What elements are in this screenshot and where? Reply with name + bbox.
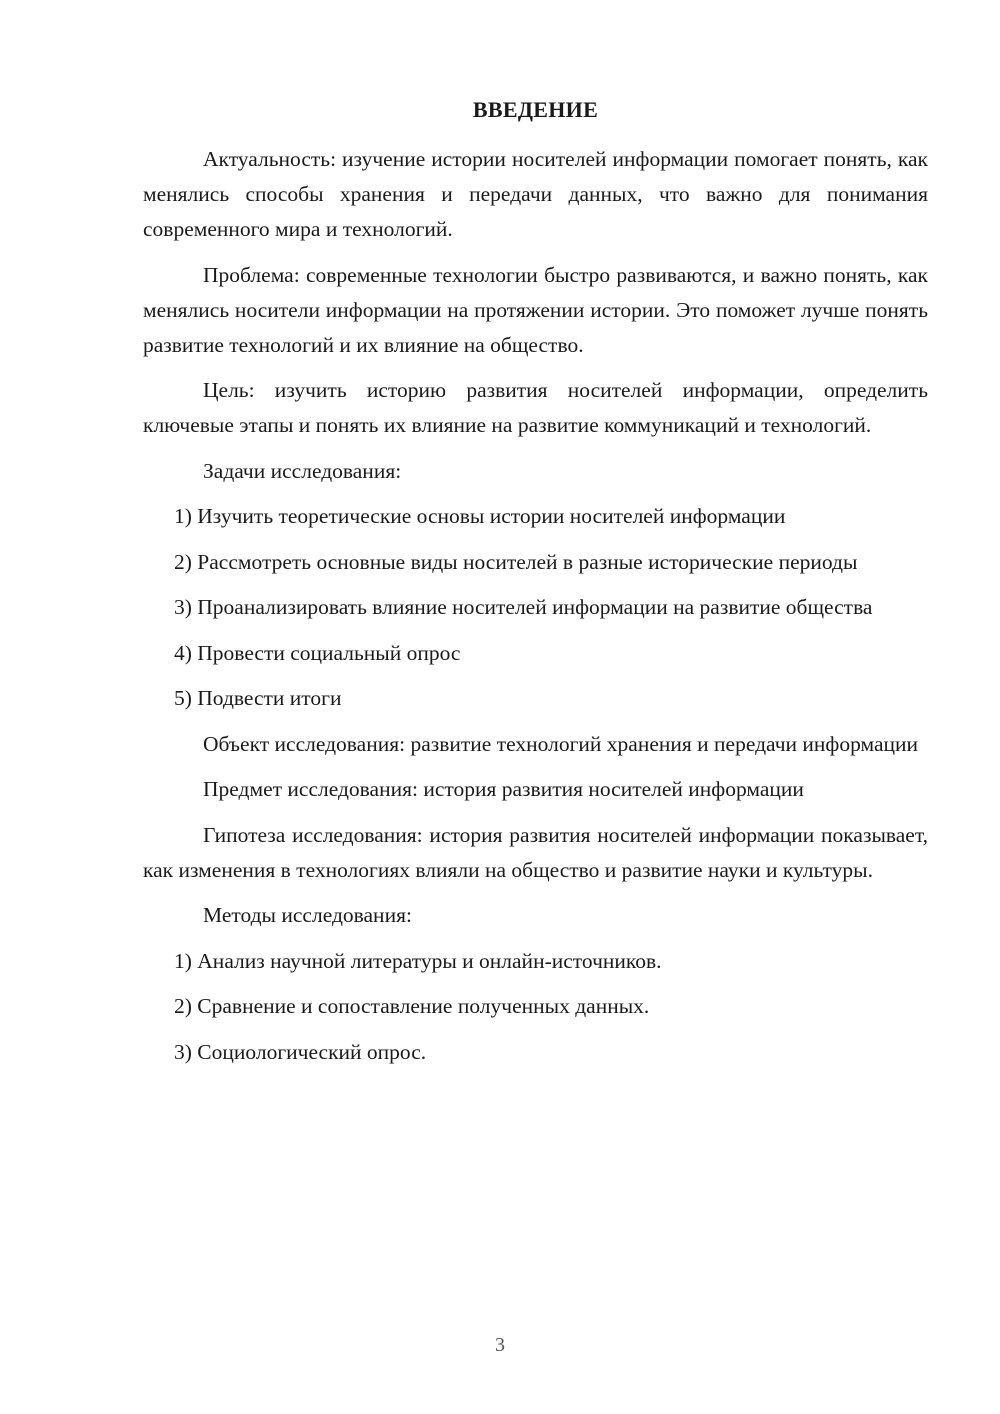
paragraph-subject: Предмет исследования: история развития носителей информации xyxy=(203,777,804,801)
method-item-1: 1) Анализ научной литературы и онлайн-источников. xyxy=(174,948,662,973)
task-item-5: 5) Подвести итоги xyxy=(174,686,342,710)
document-body xyxy=(143,142,928,1080)
page-number: 3 xyxy=(495,1334,505,1356)
paragraph-object: Объект исследования: развитие технологий хранения и передачи информации xyxy=(203,731,919,756)
task-item-2: 2) Рассмотреть основные виды носителей в разные исторические периоды xyxy=(174,549,858,574)
task-item-1: 1) Изучить теоретические основы истории носителей информации xyxy=(174,504,786,528)
task-item-3: 3) Проанализировать влияние носителей информации на развитие общества xyxy=(174,595,873,619)
tasks-title: Задачи исследования: xyxy=(203,458,402,483)
paragraph-problem: Проблема: современные технологии быстро развиваются, и важно понять, как менялись носители информации на протяжении истории. Это поможет лучше понять развитие технологий и их влияние на общество. xyxy=(143,262,928,357)
paragraph-hypothesis: Гипотеза исследования: история развития носителей информации показывает, как изменения в технологиях влияли на общество и развитие науки и культуры. xyxy=(143,822,928,882)
method-item-3: 3) Социологический опрос. xyxy=(174,1039,427,1064)
methods-title: Методы исследования: xyxy=(203,903,412,927)
page-title: ВВЕДЕНИЕ xyxy=(472,97,599,122)
paragraph-relevance: Актуальность: изучение истории носителей информации помогает понять, как менялись способы хранения и передачи данных, что важно для понимания современного мира и технологий. xyxy=(143,147,928,241)
task-item-4: 4) Провести социальный опрос xyxy=(174,640,461,665)
method-item-2: 2) Сравнение и сопоставление полученных данных. xyxy=(174,994,650,1018)
paragraph-goal: Цель: изучить историю развития носителей информации, определить ключевые этапы и понять их влияние на развитие коммуникаций и технологий. xyxy=(143,378,928,437)
